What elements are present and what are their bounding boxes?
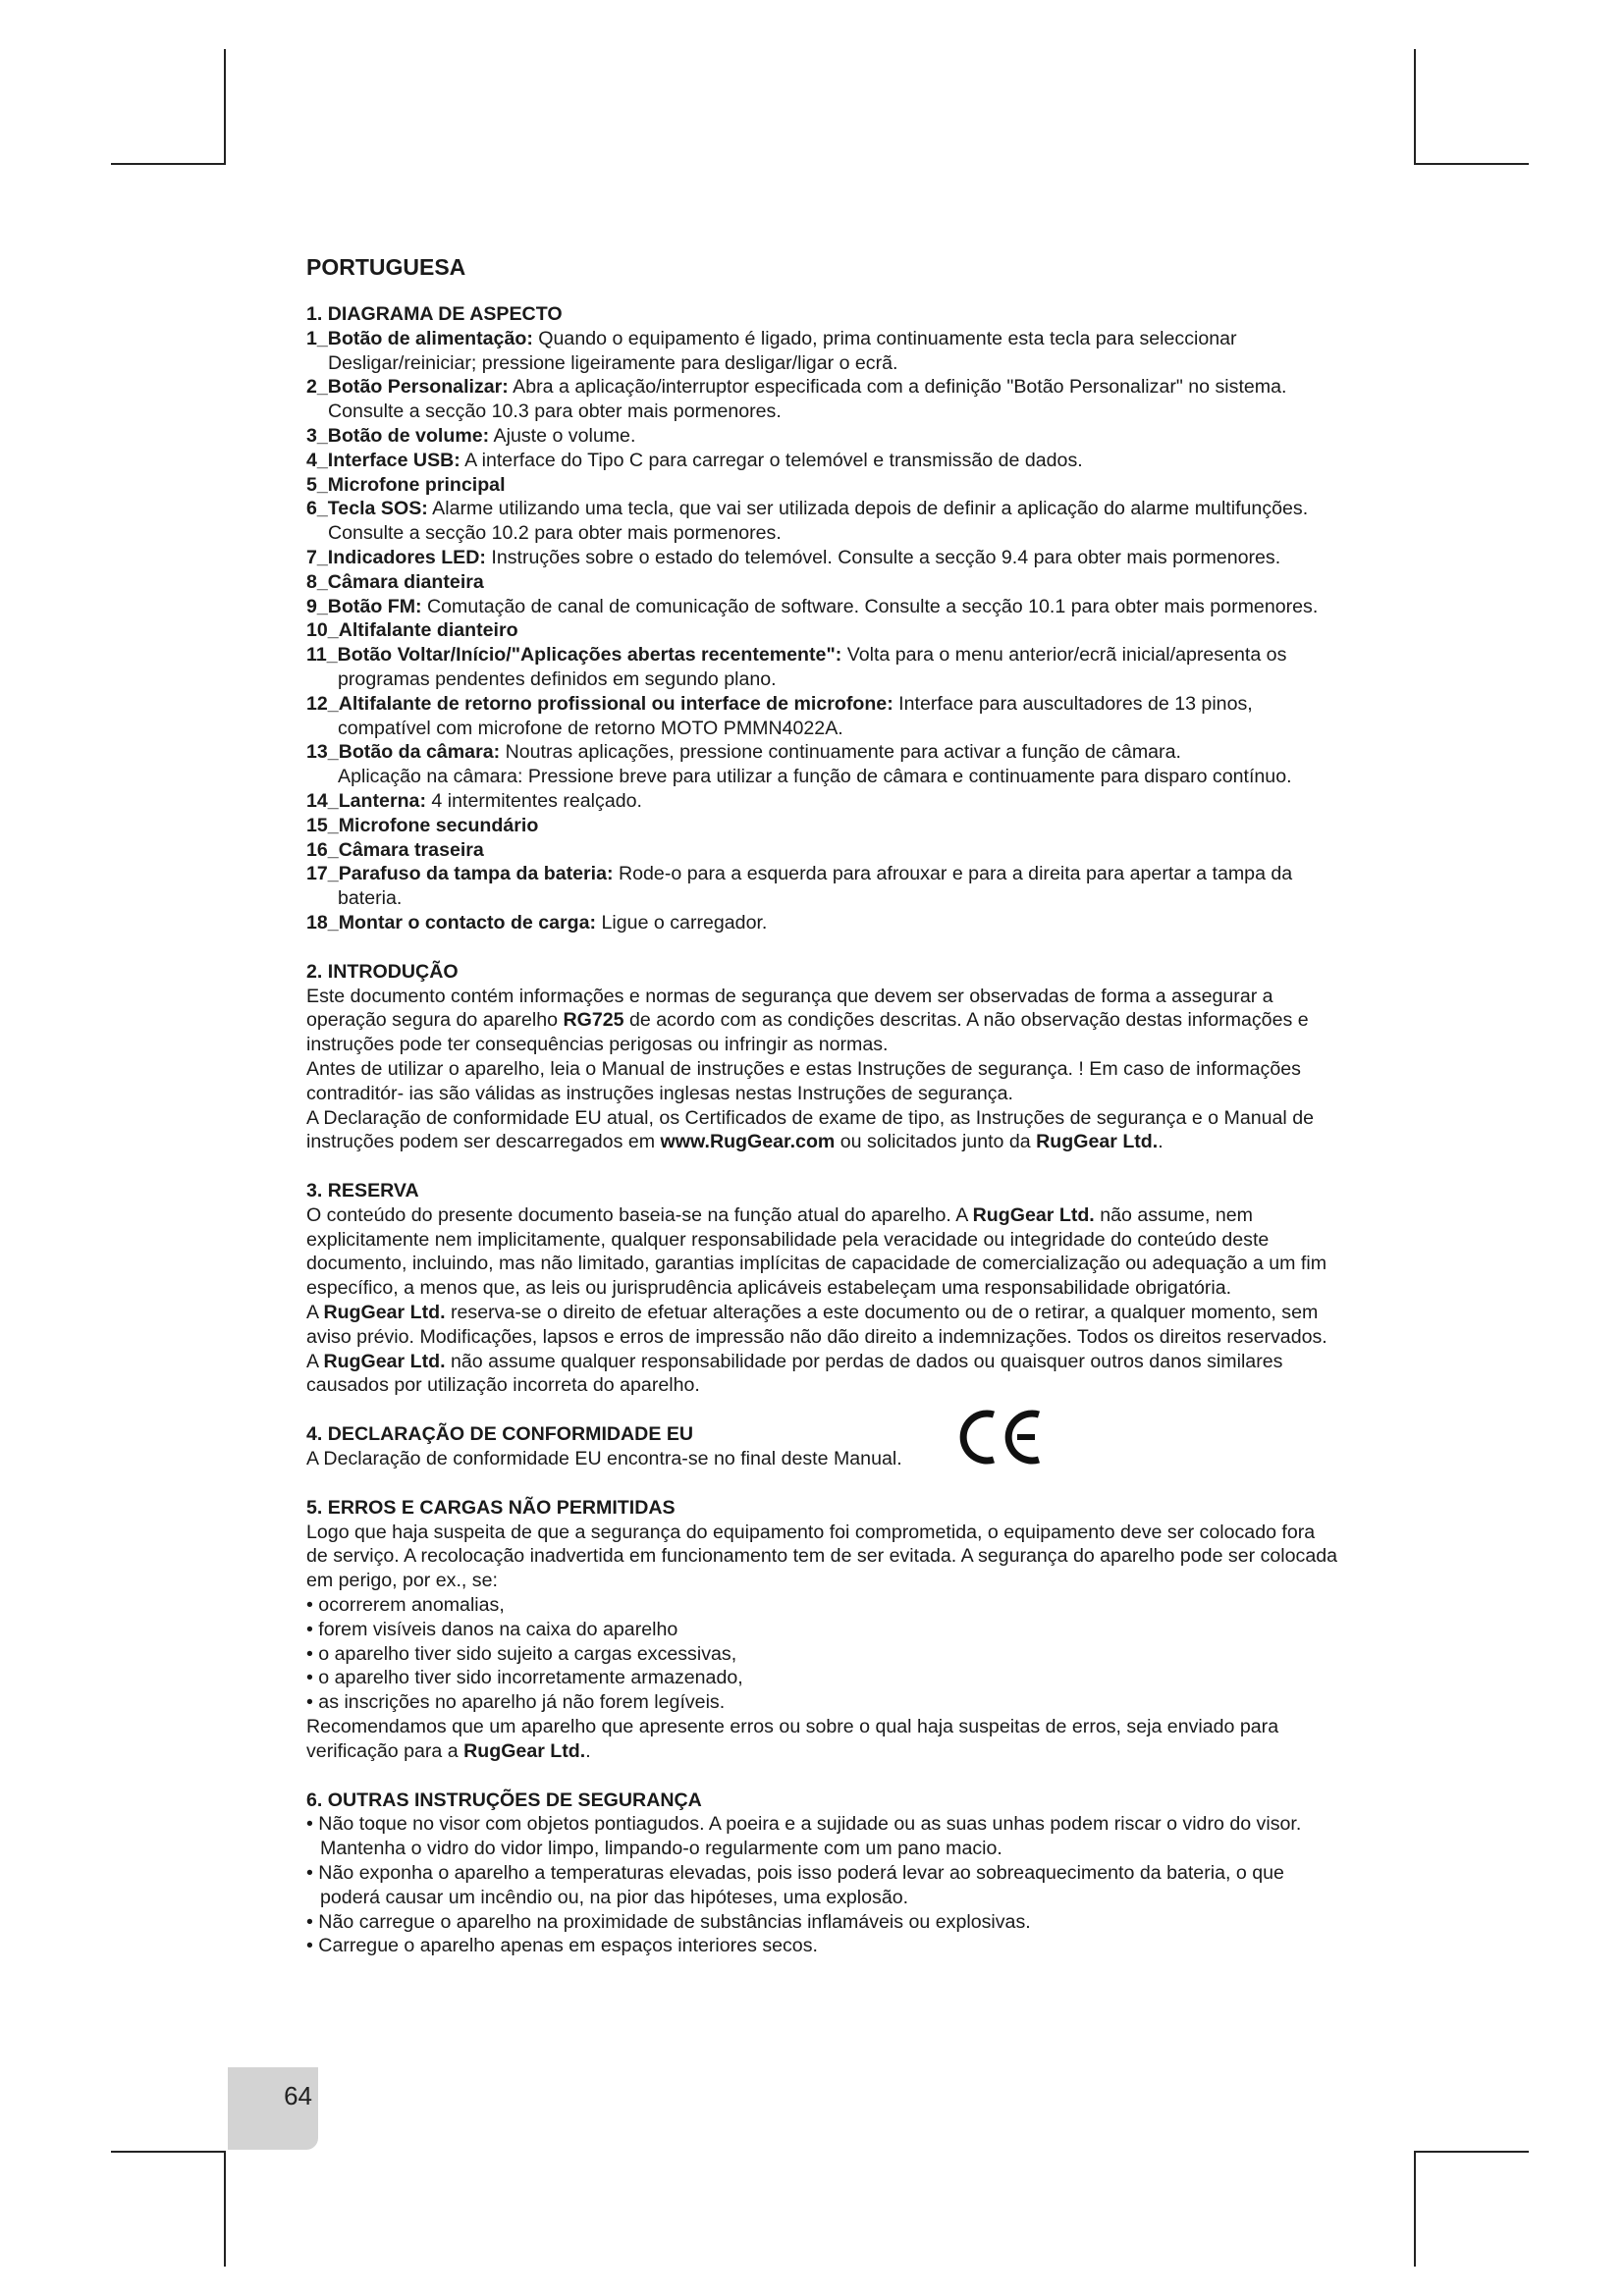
paragraph-text: A Declaração de conformidade EU atual, os Certificados de exame de tipo, as Instruções de segurança e o Manual de instruções podem ser descarregados em	[306, 1106, 1315, 1153]
bullet-item: • Carregue o aparelho apenas em espaços interiores secos.	[306, 1935, 818, 1957]
section-heading: 3. RESERVA	[306, 1180, 419, 1202]
item-text: Abra a aplicação/interruptor especificada com a definição "Botão Personalizar" no sistema. Consulte a secção 10.3 para obter mais pormenores.	[328, 376, 1287, 423]
item-label: 12_Altifalante de retorno profissional ou interface de microfone:	[306, 692, 893, 715]
section-appearance-diagram	[306, 302, 1337, 935]
paragraph-text: .	[1158, 1131, 1164, 1153]
crop-mark-bottom-left-horizontal	[111, 2151, 226, 2153]
item-text: Alarme utilizando uma tecla, que vai ser utilizada depois de definir a aplicação do alarme multifunções. Consulte a secção 10.2 para obter mais pormenores.	[328, 498, 1309, 545]
list-item	[306, 449, 1337, 473]
item-text: Rode-o para a esquerda para afrouxar e para a direita para apertar a tampa da bateria.	[338, 863, 1293, 910]
item-label: 14_Lanterna:	[306, 789, 426, 812]
item-text: Comutação de canal de comunicação de software. Consulte a secção 10.1 para obter mais pormenores.	[421, 595, 1319, 617]
item-label: 8_Câmara dianteira	[306, 570, 484, 593]
item-label: 3_Botão de volume:	[306, 424, 490, 447]
page-title: PORTUGUESA	[306, 254, 466, 280]
bullet-item: • o aparelho tiver sido sujeito a cargas excessivas,	[306, 1642, 737, 1665]
item-label: 15_Microfone secundário	[306, 814, 539, 836]
bullet-item: • forem visíveis danos na caixa do aparelho	[306, 1618, 678, 1640]
paragraph	[306, 1301, 1337, 1350]
item-text: Ajuste o volume.	[489, 424, 636, 447]
section-heading: 6. OUTRAS INSTRUÇÕES DE SEGURANÇA	[306, 1789, 702, 1811]
section-heading: 2. INTRODUÇÃO	[306, 960, 459, 983]
website-link[interactable]: www.RugGear.com	[660, 1131, 836, 1153]
company-name: RugGear Ltd.	[323, 1350, 446, 1372]
item-label: 1_Botão de alimentação:	[306, 327, 533, 349]
bullet-item: • Não carregue o aparelho na proximidade de substâncias inflamáveis ou explosivas.	[306, 1910, 1031, 1933]
paragraph: Antes de utilizar o aparelho, leia o Manual de instruções e estas Instruções de segurança. ! Em caso de informações contraditór- ias são válidas as instruções inglesas nestas Instruções de segurança.	[306, 1057, 1301, 1104]
company-name: RugGear Ltd.	[972, 1203, 1095, 1226]
item-label: 4_Interface USB:	[306, 449, 460, 471]
ce-mark-icon	[956, 1407, 1045, 1468]
item-text: A interface do Tipo C para carregar o telemóvel e transmissão de dados.	[460, 449, 1083, 471]
item-label: 11_Botão Voltar/Início/"Aplicações abertas recentemente":	[306, 644, 842, 667]
list-item	[306, 546, 1337, 570]
item-label: 16_Câmara traseira	[306, 838, 484, 861]
list-item	[306, 327, 1337, 376]
list-item	[306, 595, 1337, 619]
item-label: 6_Tecla SOS:	[306, 498, 428, 520]
bullet-item: • ocorrerem anomalias,	[306, 1594, 505, 1617]
company-name: RugGear Ltd.	[1036, 1131, 1159, 1153]
item-label: 5_Microfone principal	[306, 473, 506, 496]
paragraph-text: ou solicitados junto da	[835, 1131, 1037, 1153]
crop-mark-top-left-horizontal	[111, 163, 226, 165]
paragraph	[306, 1350, 1337, 1399]
section-other-safety	[306, 1789, 1337, 1959]
list-item	[306, 911, 1337, 935]
page-number-tab	[228, 2067, 318, 2150]
paragraph: A Declaração de conformidade EU encontra-se no final deste Manual.	[306, 1448, 902, 1470]
paragraph-text: reserva-se o direito de efetuar alterações a este documento ou de o retirar, a qualquer momento, sem aviso prévio. Modificações, lapsos e erros de impressão não dão direito a indemnizações. Todos os direitos reservados.	[306, 1302, 1327, 1348]
bullet-item: • Não toque no visor com objetos pontiagudos. A poeira e a sujidade ou as suas unhas podem riscar o vidro do visor. Mantenha o vidro do vidor limpo, limpando-o regularmente com um pano macio.	[306, 1813, 1302, 1860]
list-item	[306, 643, 1337, 692]
list-item	[306, 740, 1337, 789]
crop-mark-bottom-left-vertical	[224, 2151, 226, 2267]
section-heading: 5. ERROS E CARGAS NÃO PERMITIDAS	[306, 1496, 676, 1519]
list-item	[306, 473, 1337, 498]
paragraph-text: Recomendamos que um aparelho que apresente erros ou sobre o qual haja suspeitas de erros, seja enviado para verificação para a	[306, 1716, 1279, 1762]
list-item	[306, 424, 1337, 449]
paragraph	[306, 1715, 1337, 1764]
paragraph-text: A	[306, 1302, 324, 1324]
list-item	[306, 814, 1337, 838]
item-text: 4 intermitentes realçado.	[425, 789, 642, 812]
list-item	[306, 838, 1337, 863]
bullet-item: • Não exponha o aparelho a temperaturas elevadas, pois isso poderá levar ao sobreaquecimento da bateria, o que poderá causar um incêndio ou, na pior das hipóteses, uma explosão.	[306, 1862, 1284, 1908]
section-heading: 1. DIAGRAMA DE ASPECTO	[306, 303, 563, 325]
paragraph-text: não assume qualquer responsabilidade por perdas de dados ou quaisquer outros danos similares causados por utilização incorreta do aparelho.	[306, 1350, 1283, 1397]
company-name: RugGear Ltd.	[323, 1302, 446, 1324]
list-item	[306, 692, 1337, 741]
item-subtext: Aplicação na câmara: Pressione breve para utilizar a função de câmara e continuamente para disparo contínuo.	[338, 766, 1292, 788]
section-errors-loads	[306, 1496, 1337, 1764]
paragraph-text: Este documento contém informações e normas de segurança que devem ser observadas de forma a assegurar a operação segura do aparelho	[306, 985, 1273, 1032]
item-text: Quando o equipamento é ligado, prima continuamente esta tecla para seleccionar Desligar/reiniciar; pressione ligeiramente para desligar/ligar o ecrã.	[328, 327, 1237, 374]
model-name: RG725	[563, 1009, 624, 1032]
paragraph-text: A	[306, 1350, 324, 1372]
paragraph-text: .	[585, 1739, 591, 1762]
paragraph-text: de acordo com as condições descritas. A não observação destas informações e instruções pode ter consequências perigosas ou infringir as normas.	[306, 1009, 1309, 1056]
paragraph-text: O conteúdo do presente documento baseia-se na função atual do aparelho. A	[306, 1203, 973, 1226]
list-item	[306, 497, 1337, 546]
bullet-item: • o aparelho tiver sido incorretamente armazenado,	[306, 1667, 743, 1689]
paragraph	[306, 1203, 1337, 1301]
page-number: 64	[284, 2081, 312, 2110]
item-label: 10_Altifalante dianteiro	[306, 619, 518, 642]
item-text: Ligue o carregador.	[596, 911, 768, 934]
item-text: Instruções sobre o estado do telemóvel. Consulte a secção 9.4 para obter mais pormenores.	[485, 546, 1281, 568]
crop-mark-bottom-right-horizontal	[1414, 2151, 1529, 2153]
paragraph: Logo que haja suspeita de que a segurança do equipamento foi comprometida, o equipamento deve ser colocado fora de serviço. A recolocação inadvertida em funcionamento tem de ser evitada. A segurança do aparelho pode ser colocada em perigo, por ex., se:	[306, 1521, 1338, 1592]
section-eu-conformity	[306, 1422, 1337, 1471]
item-text: Interface para auscultadores de 13 pinos, compatível com microfone de retorno MOTO PMMN4022A.	[338, 692, 1253, 739]
item-label: 7_Indicadores LED:	[306, 546, 486, 568]
document-body	[306, 253, 1337, 1983]
crop-mark-top-right-horizontal	[1414, 163, 1529, 165]
crop-mark-top-right-vertical	[1414, 49, 1416, 165]
item-label: 18_Montar o contacto de carga:	[306, 911, 597, 934]
list-item	[306, 789, 1337, 814]
item-text: Noutras aplicações, pressione continuamente para activar a função de câmara.	[500, 741, 1181, 764]
bullet-item: • as inscrições no aparelho já não forem legíveis.	[306, 1691, 726, 1714]
paragraph	[306, 1106, 1337, 1155]
company-name: RugGear Ltd.	[463, 1739, 586, 1762]
crop-mark-top-left-vertical	[224, 49, 226, 165]
item-label: 2_Botão Personalizar:	[306, 376, 509, 399]
section-disclaimer	[306, 1179, 1337, 1398]
crop-mark-bottom-right-vertical	[1414, 2151, 1416, 2267]
paragraph-text: não assume, nem explicitamente nem implicitamente, qualquer responsabilidade pela veracidade ou integridade do conteúdo deste documento, incluindo, mas não limitado, garantias implícitas de capacidade de comercialização ou adequação a um fim específico, a menos que, as leis ou jurisprudência aplicáveis estabeleçam uma responsabilidade obrigatória.	[306, 1203, 1327, 1300]
list-item	[306, 375, 1337, 424]
section-heading: 4. DECLARAÇÃO DE CONFORMIDADE EU	[306, 1423, 694, 1446]
paragraph	[306, 985, 1337, 1057]
item-text: Volta para o menu anterior/ecrã inicial/apresenta os programas pendentes definidos em segundo plano.	[338, 644, 1287, 690]
section-introduction	[306, 960, 1337, 1154]
item-label: 13_Botão da câmara:	[306, 741, 501, 764]
list-item	[306, 618, 1337, 643]
item-label: 17_Parafuso da tampa da bateria:	[306, 863, 614, 885]
list-item	[306, 570, 1337, 595]
item-label: 9_Botão FM:	[306, 595, 422, 617]
list-item	[306, 862, 1337, 911]
